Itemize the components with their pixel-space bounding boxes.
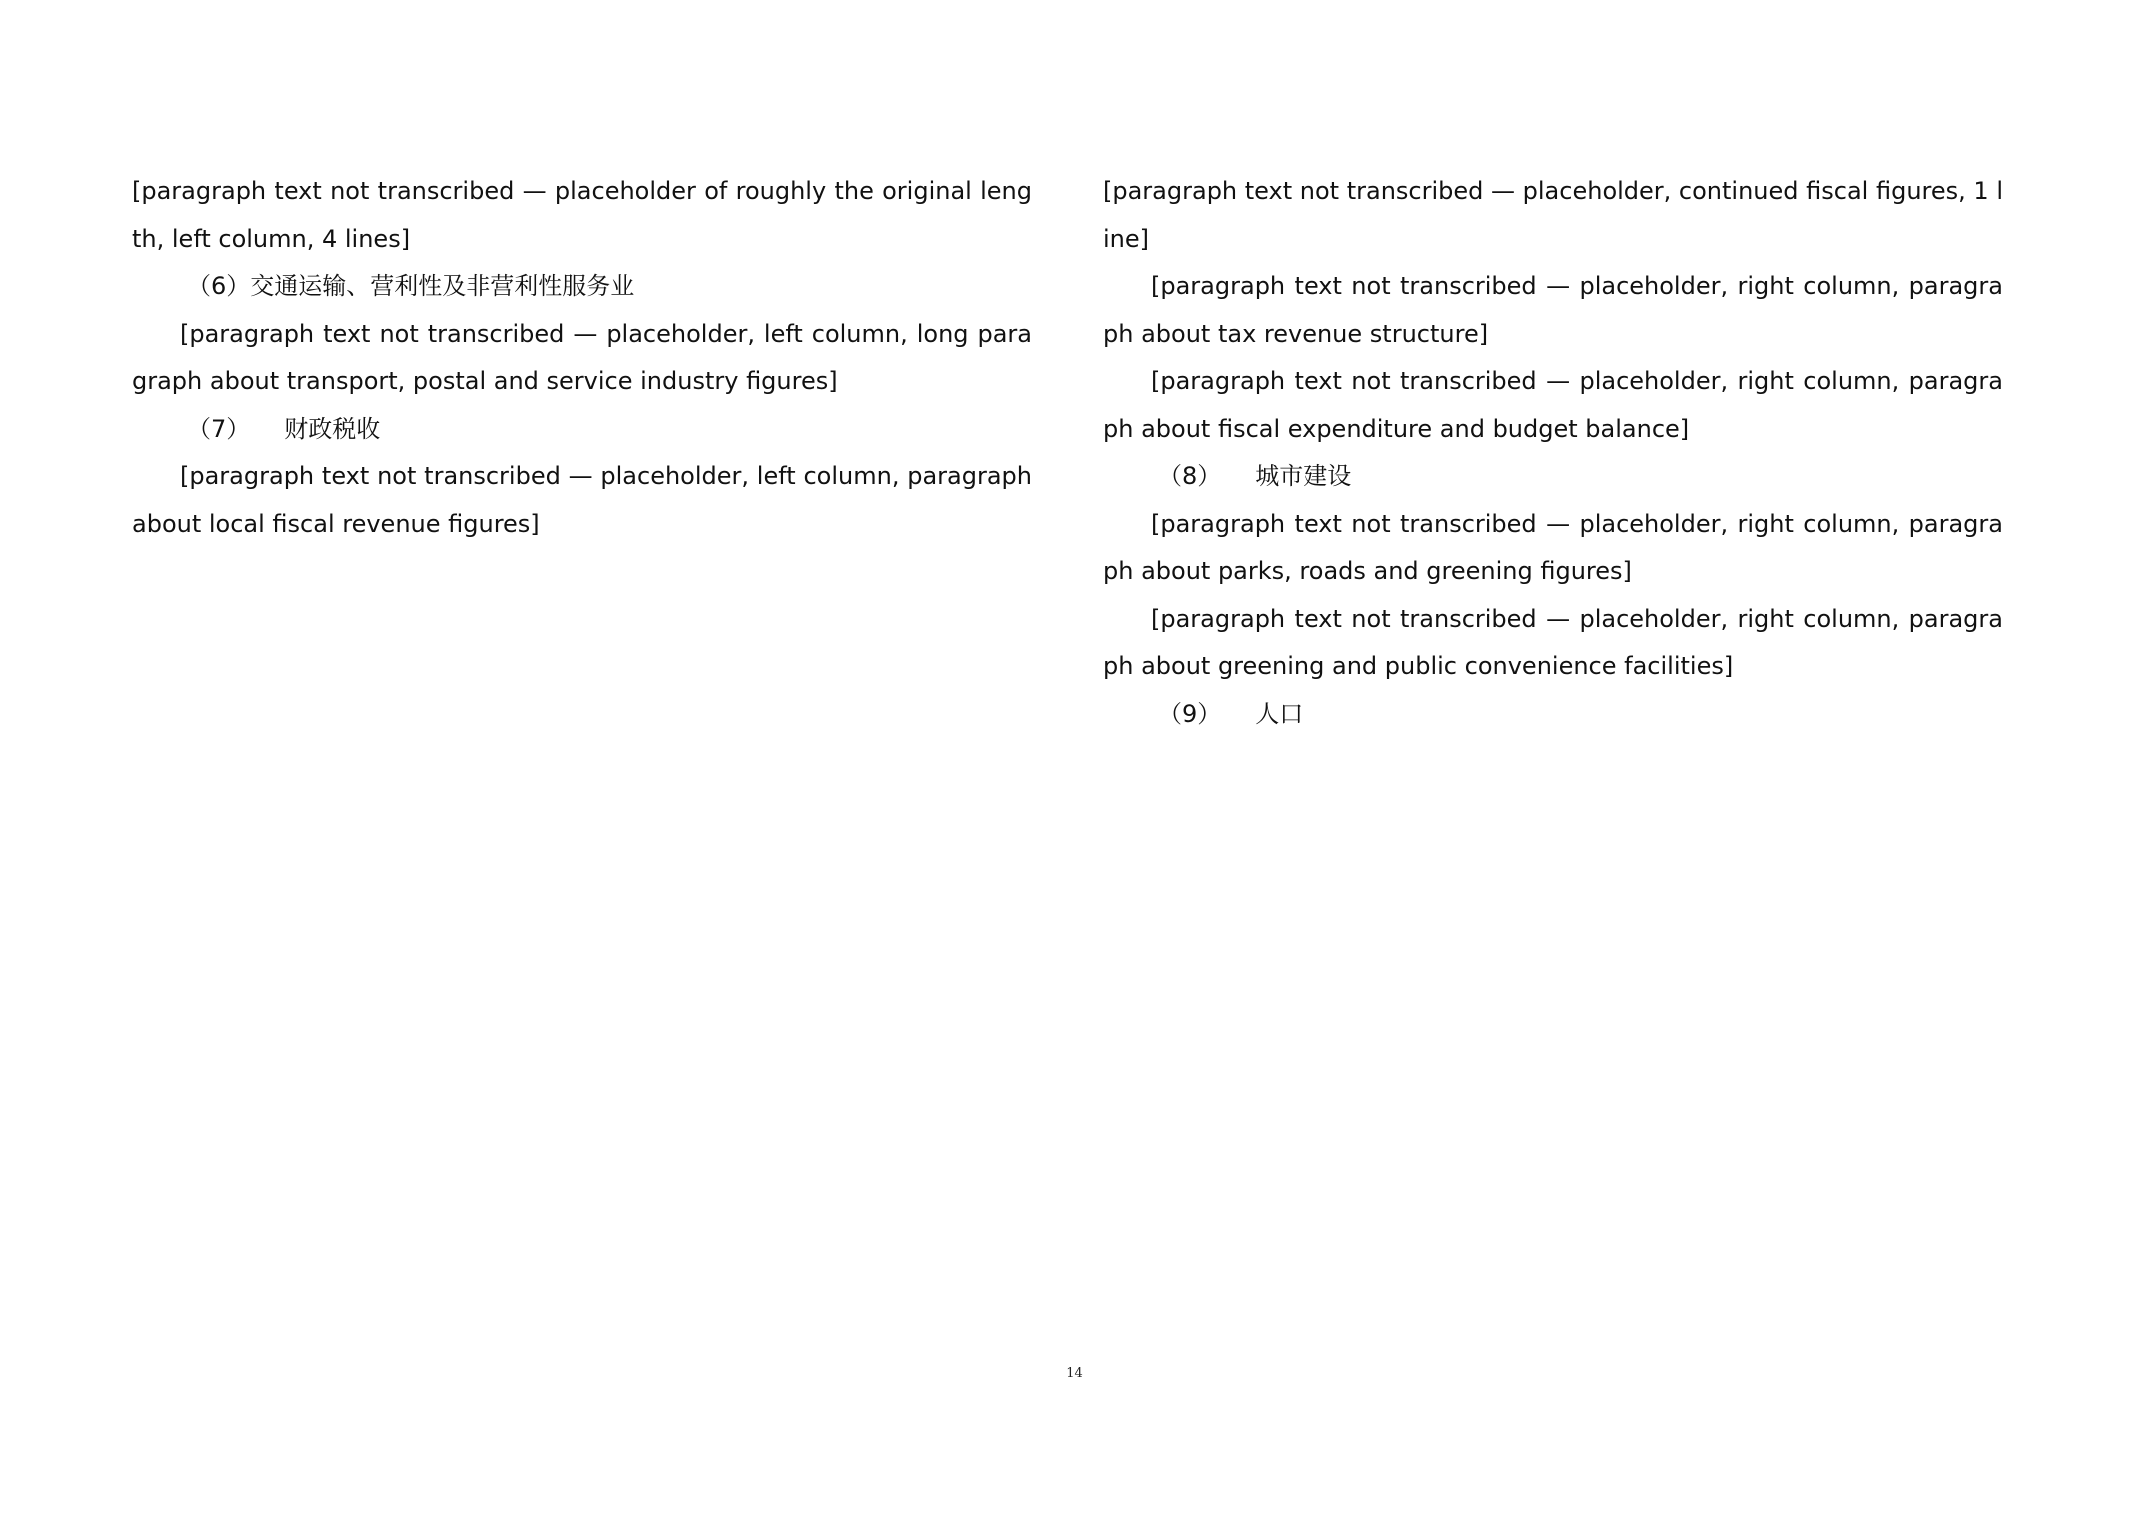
left-column — [132, 168, 1032, 548]
right-column — [1103, 168, 2003, 738]
paragraph-services: [paragraph text not transcribed — placeholder, left column, long paragraph about transport, postal and service industry figures] — [132, 319, 1032, 395]
paragraph-exhibition-continued: [paragraph text not transcribed — placeholder of roughly the original length, left column, 4 lines] — [132, 177, 1032, 253]
paragraph-greening: [paragraph text not transcribed — placeholder, right column, paragraph about greening and public convenience facilities] — [1103, 604, 2003, 680]
paragraph-tax: [paragraph text not transcribed — placeholder, right column, paragraph about tax revenue structure] — [1103, 272, 2003, 348]
section-number-9: （9） — [1158, 699, 1222, 728]
section-heading-7 — [132, 406, 1032, 454]
paragraph-finance: [paragraph text not transcribed — placeholder, left column, paragraph about local fiscal revenue figures] — [132, 462, 1032, 538]
page-number: 14 — [1066, 1366, 1083, 1381]
paragraph-city-construction: [paragraph text not transcribed — placeholder, right column, paragraph about parks, roads and greening figures] — [1103, 509, 2003, 585]
section-number-7: （7） — [187, 414, 251, 443]
section-title-7: 财政税收 — [284, 414, 381, 443]
section-title-8: 城市建设 — [1255, 462, 1352, 490]
section-heading-9 — [1103, 691, 2003, 739]
section-heading-8 — [1103, 453, 2003, 501]
section-title-9: 人口 — [1255, 699, 1304, 728]
section-heading-6: （6）交通运输、营利性及非营利性服务业 — [187, 272, 635, 300]
paragraph-finance-continued: [paragraph text not transcribed — placeholder, continued fiscal figures, 1 line] — [1103, 177, 2003, 253]
section-number-8: （8） — [1158, 462, 1222, 490]
paragraph-budget: [paragraph text not transcribed — placeholder, right column, paragraph about fiscal expenditure and budget balance] — [1103, 367, 2003, 443]
